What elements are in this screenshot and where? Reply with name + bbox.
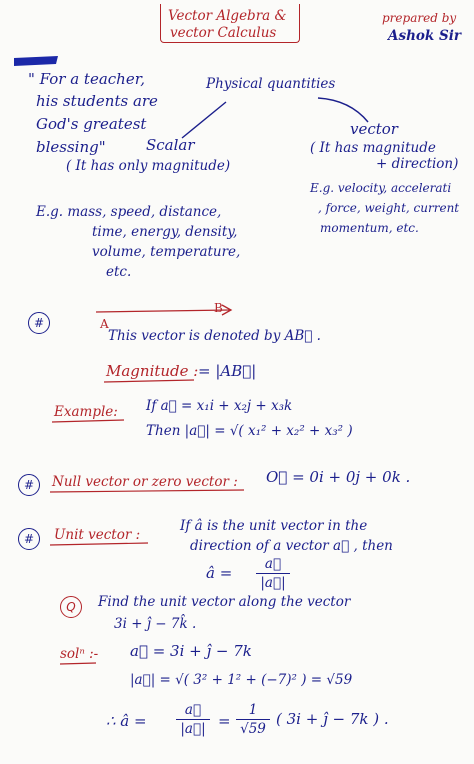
example-label: Example: (54, 404, 118, 420)
point-a-label: A (100, 317, 109, 331)
example-underline (52, 420, 124, 422)
question-line-1: Find the unit vector along the vector (98, 594, 351, 610)
unit-vector-denominator: |a⃗| (260, 575, 286, 591)
tree-scalar: Scalar (146, 136, 195, 154)
question-line-2: 3i + ĵ − 7k̂ . (114, 616, 197, 632)
highlight-mark (14, 56, 58, 66)
scalar-example-3: volume, temperature, (92, 244, 241, 260)
quote-line-1: " For a teacher, (28, 70, 146, 88)
solution-tail: ( 3i + ĵ − 7k ) . (276, 710, 389, 728)
unit-vector-fraction (256, 556, 290, 591)
tree-line-left (182, 102, 226, 138)
unit-vector-underline (50, 543, 148, 545)
tree-root: Physical quantities (206, 76, 336, 92)
solution-denominator-2: √59 (240, 721, 266, 737)
solution-line-2: |a⃗| = √( 3² + 1² + (−7)² ) = √59 (130, 672, 353, 688)
quote-line-4: blessing" (36, 138, 106, 156)
scalar-description: ( It has only magnitude) (66, 158, 231, 174)
null-vector-underline (50, 490, 244, 492)
question-marker: Q (60, 596, 82, 618)
solution-numerator-2: 1 (248, 702, 258, 718)
unit-vector-line-2: direction of a vector a⃗ , then (190, 538, 393, 554)
vector-example-3: momentum, etc. (320, 221, 419, 235)
solution-underline (60, 663, 96, 664)
magnitude-underline (104, 380, 194, 382)
tree-line-right (318, 98, 368, 122)
solution-equals: = (218, 712, 231, 730)
scalar-example-4: etc. (106, 264, 132, 280)
prepared-by: prepared by (382, 11, 457, 25)
title-line-1: Vector Algebra & (168, 8, 287, 24)
point-b-label: B (214, 301, 223, 315)
vector-denoted-text: This vector is denoted by AB⃗ . (108, 328, 321, 344)
unit-vector-lhs: â = (206, 564, 233, 582)
vector-example-2: , force, weight, current (318, 201, 460, 215)
section-hash-3: # (18, 528, 40, 550)
magnitude-value: = |AB⃗| (198, 362, 257, 380)
title-line-2: vector Calculus (170, 25, 277, 41)
solution-fraction-2 (236, 702, 270, 737)
scalar-example-1: E.g. mass, speed, distance, (36, 204, 222, 220)
example-line-2: Then |a⃗| = √( x₁² + x₂² + x₃² ) (146, 423, 353, 439)
tree-vector: vector (350, 120, 398, 138)
solution-therefore: ∴ â = (106, 712, 147, 730)
vector-description-1: ( It has magnitude (310, 140, 436, 156)
solution-label: solⁿ :- (60, 646, 99, 662)
section-hash-2: # (18, 474, 40, 496)
quote-line-2: his students are (36, 92, 158, 110)
example-line-1: If a⃗ = x₁i + x₂j + x₃k (146, 398, 293, 414)
solution-line-1: a⃗ = 3i + ĵ − 7k (130, 642, 252, 660)
solution-fraction-1 (176, 702, 210, 737)
unit-vector-numerator: a⃗ (264, 556, 282, 572)
unit-vector-label: Unit vector : (54, 527, 141, 543)
magnitude-label: Magnitude : (106, 362, 199, 380)
null-vector-value: O⃗ = 0i + 0j + 0k . (266, 468, 411, 486)
vector-example-1: E.g. velocity, accelerati (310, 181, 452, 195)
author-name: Ashok Sir (388, 28, 461, 44)
null-vector-label: Null vector or zero vector : (52, 474, 238, 490)
quote-line-3: God's greatest (36, 115, 147, 133)
section-hash-1: # (28, 312, 50, 334)
scalar-example-2: time, energy, density, (92, 224, 238, 240)
unit-vector-line-1: If â is the unit vector in the (180, 518, 368, 534)
vector-ab-line (96, 310, 230, 312)
solution-denominator-1: |a⃗| (180, 721, 206, 737)
solution-numerator-1: a⃗ (184, 702, 202, 718)
vector-description-2: + direction) (376, 156, 459, 172)
